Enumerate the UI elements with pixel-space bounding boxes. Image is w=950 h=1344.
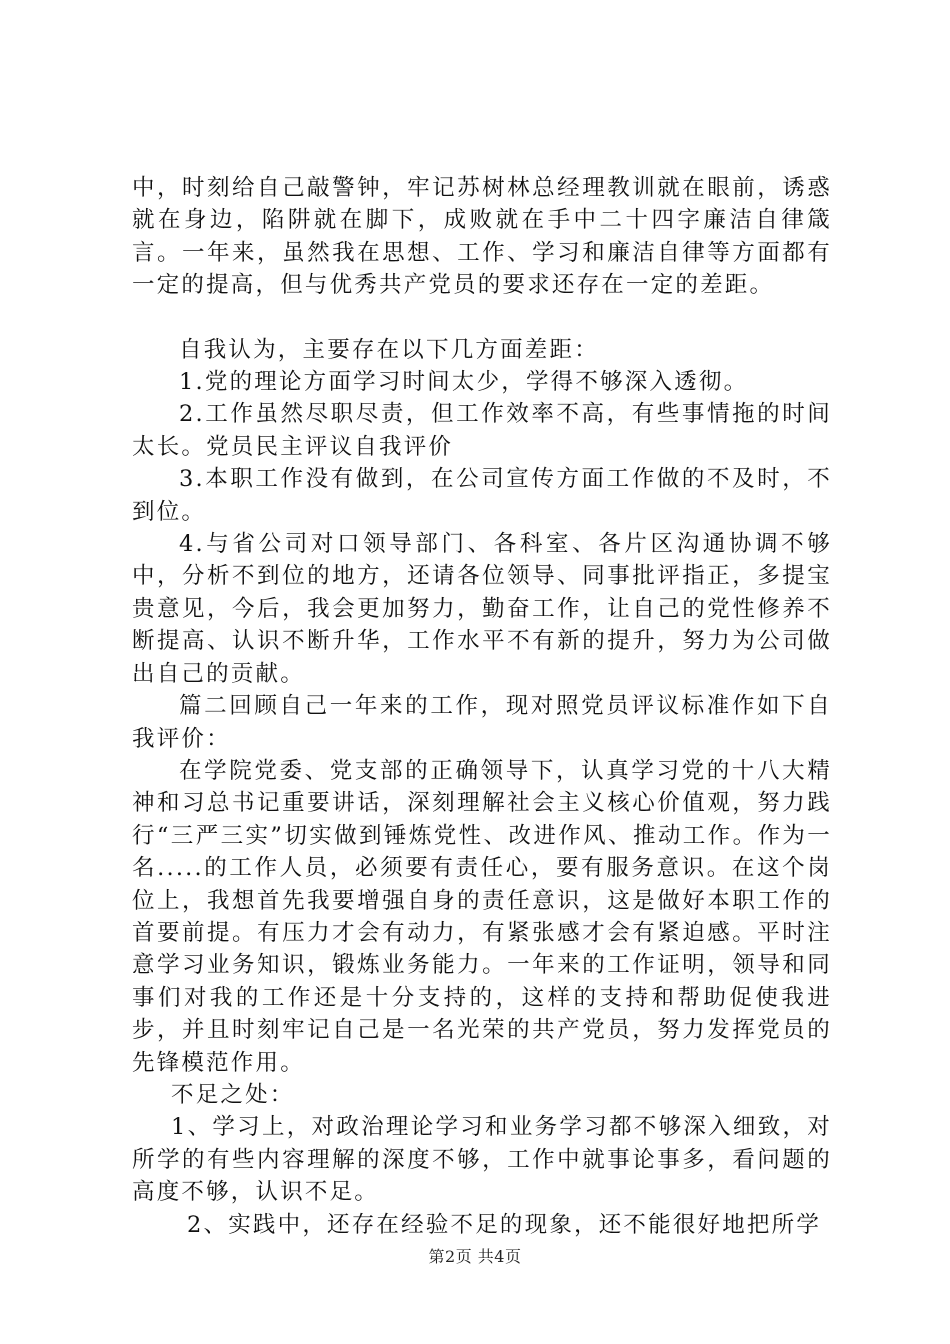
document-body: [132, 172, 832, 1241]
paragraph-shortcoming-2: 2、实践中，还存在经验不足的现象，还不能很好地把所学: [187, 1211, 822, 1238]
paragraph-shortcoming-1: 1、学习上，对政治理论学习和业务学习都不够深入细致，对所学的有些内容理解的深度不够，工作中就事论事多，看问题的高度不够，认识不足。: [132, 1114, 832, 1206]
paragraph-gap: [132, 302, 832, 334]
paragraph-item-3: 3.本职工作没有做到，在公司宣传方面工作做的不及时，不到位。: [132, 466, 832, 525]
paragraph-item-1: 1.党的理论方面学习时间太少，学得不够深入透彻。: [179, 369, 749, 396]
paragraph-self-assessment-intro: 自我认为，主要存在以下几方面差距：: [179, 336, 599, 363]
paragraph-item-2: 2.工作虽然尽职尽责，但工作效率不高，有些事情拖的时间太长。党员民主评议自我评价: [132, 401, 832, 460]
paragraph-shortcomings-heading: 不足之处：: [171, 1081, 295, 1108]
paragraph-continuation: 中，时刻给自己敲警钟，牢记苏树林总经理教训就在眼前，诱惑就在身边，陷阱就在脚下，成败就在手中二十四字廉洁自律箴言。一年来，虽然我在思想、工作、学习和廉洁自律等方面都有一定的提高，但与优秀共产党员的要求还存在一定的差距。: [132, 175, 832, 299]
paragraph-section-two-body: 在学院党委、党支部的正确领导下，认真学习党的十八大精神和习总书记重要讲话，深刻理解社会主义核心价值观，努力践行“三严三实”切实做到锤炼党性、改进作风、推动工作。作为一名.....的工作人员，必须要有责任心，要有服务意识。在这个岗位上，我想首先我要增强自身的责任意识，这是做好本职工作的首要前提。有压力才会有动力，有紧张感才会有紧迫感。平时注意学习业务知识，锻炼业务能力。一年来的工作证明，领导和同事们对我的工作还是十分支持的，这样的支持和帮助促使我进步，并且时刻牢记自己是一名光荣的共产党员，努力发挥党员的先锋模范作用。: [132, 757, 832, 1076]
paragraph-item-4: 4.与省公司对口领导部门、各科室、各片区沟通协调不够中，分析不到位的地方，还请各位领导、同事批评指正，多提宝贵意见，今后，我会更加努力，勤奋工作，让自己的党性修养不断提高、认识不断升华，工作水平不有新的提升，努力为公司做出自己的贡献。: [132, 531, 832, 687]
page-number-footer: 第2页 共4页: [428, 1247, 522, 1266]
paragraph-section-two-intro: 篇二回顾自己一年来的工作，现对照党员评议标准作如下自我评价：: [132, 693, 832, 752]
